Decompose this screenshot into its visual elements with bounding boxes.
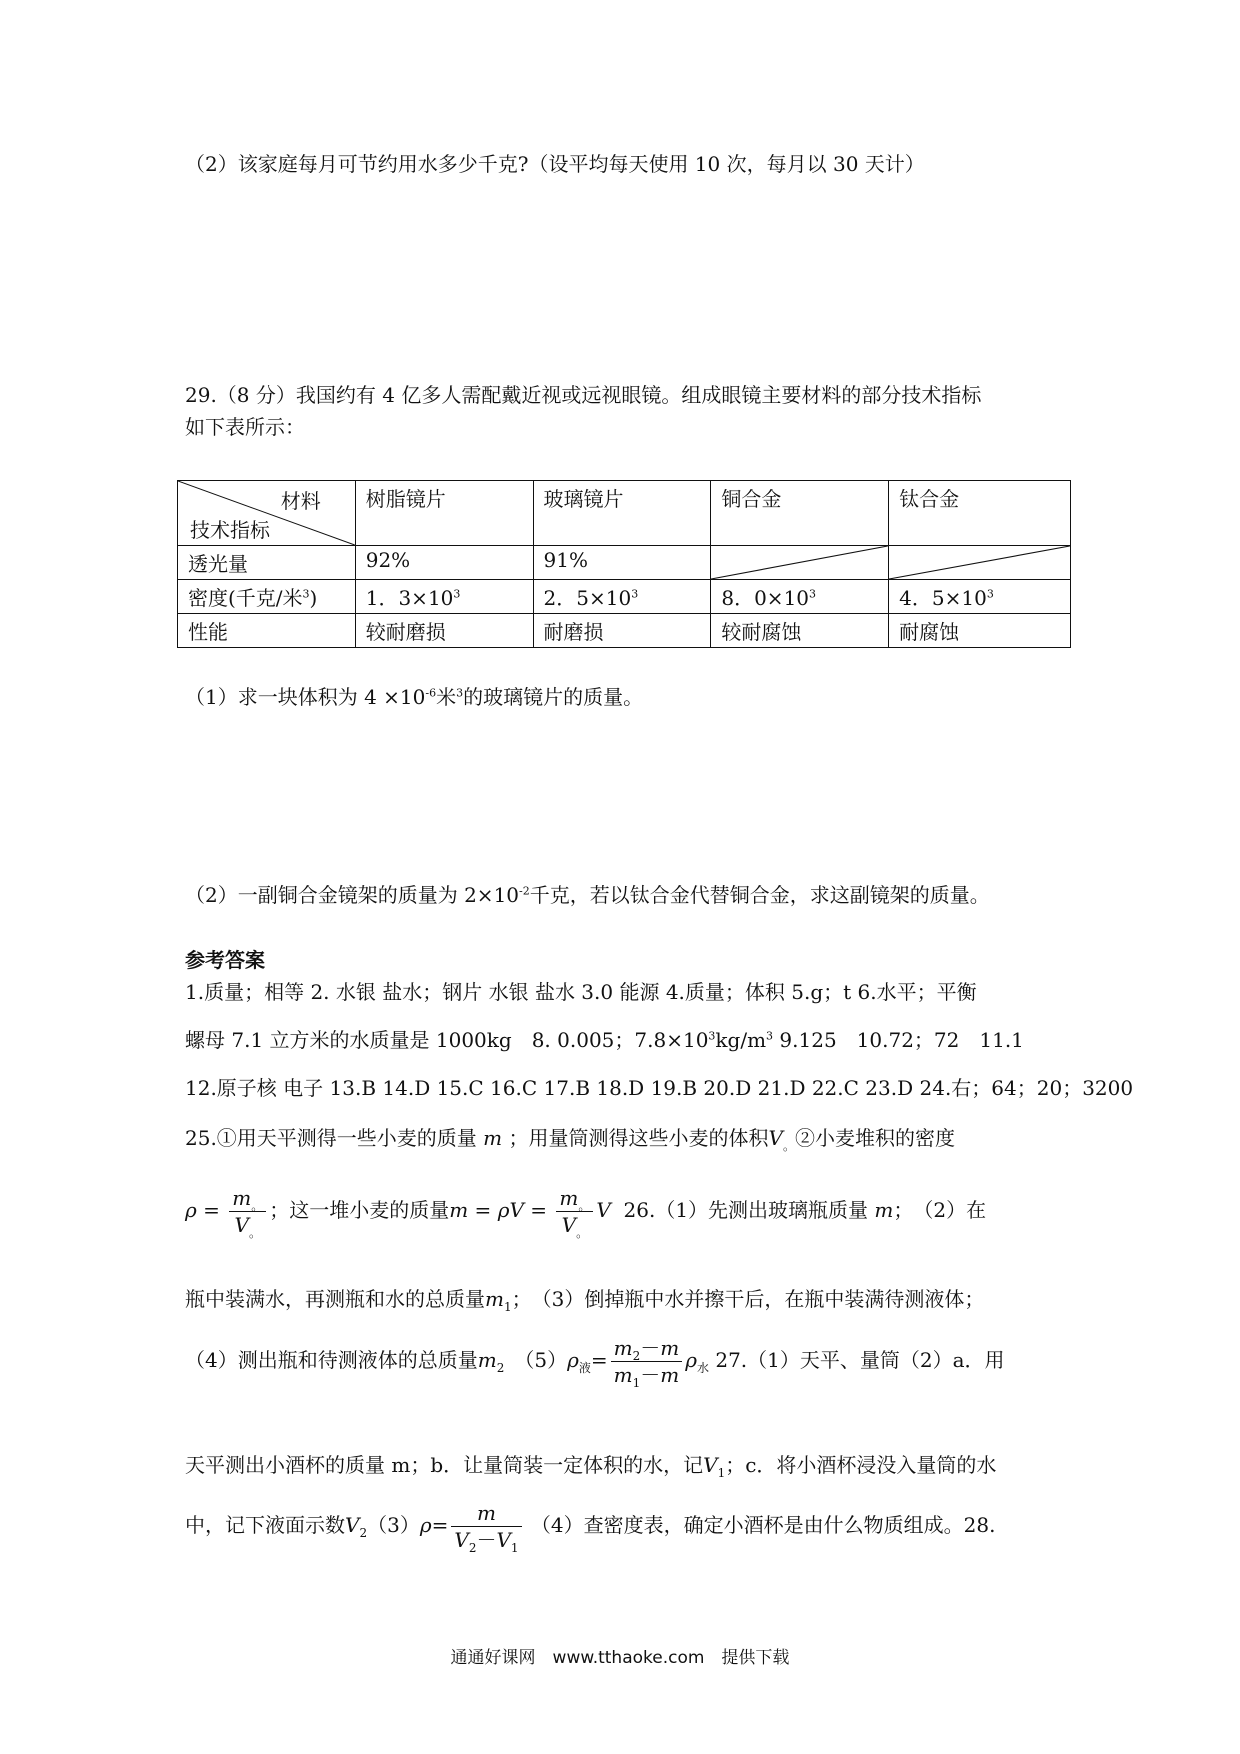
answer-line-2: 螺母 7.1 立方米的水质量是 1000kg 8. 0.005；$7.8\times 10^3kg/m^3$ 9.125 10.72；72 11.1: [185, 1028, 1024, 1052]
column-header: 玻璃镜片: [533, 481, 711, 546]
table-cell: 耐磨损: [533, 614, 711, 648]
answer-line-9: 中，记下液面示数$V_2(3)\rho=$ $\frac{m}{V_2-V_1}$ （4）查密度表，确定小酒杯是由什么物质组成。28.: [185, 1501, 996, 1555]
empty-diagonal-cell: [711, 546, 889, 580]
diagonal-line: [889, 546, 1070, 579]
answer-line-4: 25.①用天平测得一些小麦的质量 m ；用量筒测得这些小麦的体积$V_。②$小麦堆积的密度: [185, 1126, 955, 1153]
corner-header-cell: [178, 481, 356, 546]
material-spec-table: [177, 480, 1071, 648]
answer-line-5: ρ = $\frac{m_。}{V_。}$ ；这一堆小麦的质量m = ρV = $\frac{m_。}{V_。}$ V 26.（1）先测出玻璃瓶质量 m； （2）在: [185, 1186, 987, 1240]
table-header-row: [178, 481, 1071, 546]
answer-line-8: 天平测出小酒杯的质量 m；b．让量筒装一定体积的水，记$V_1$；c．将小酒杯浸没入量筒的水: [185, 1453, 997, 1480]
liquid-density-fraction: $\frac{m_2-m}{m_1-m}$: [611, 1335, 683, 1388]
empty-diagonal-cell: [889, 546, 1071, 580]
table-cell: 8．$0\times 10^3$: [711, 580, 889, 614]
q29-intro-line1: 29.（8 分）我国约有 4 亿多人需配戴近视或远视眼镜。组成眼镜主要材料的部分技术指标: [185, 383, 982, 407]
table-cell: 92%: [355, 546, 533, 580]
column-header: 钛合金: [889, 481, 1071, 546]
q29-part2-text: （2）一副铜合金镜架的质量为 $2\times 10^{-2}$千克，若以钛合金代替铜合金，求这副镜架的质量。: [185, 883, 990, 907]
row-label: 密度(千克/米$^3$): [178, 580, 356, 614]
row-label: 透光量: [178, 546, 356, 580]
q29-part1-text: （1）求一块体积为 $4 \times 10^{-6}$米$^3$的玻璃镜片的质量。: [185, 685, 644, 709]
table-row-density: [178, 580, 1071, 614]
table-cell: 2．$5\times 10^3$: [533, 580, 711, 614]
table-row-performance: [178, 614, 1071, 648]
column-header: 树脂镜片: [355, 481, 533, 546]
q28-part2-text: （2）该家庭每月可节约用水多少千克?（设平均每天使用 10 次，每月以 30 天计）: [185, 152, 925, 176]
table-cell: 较耐腐蚀: [711, 614, 889, 648]
cup-density-fraction: $\frac{m}{V_2-V_1}$: [451, 1500, 521, 1553]
page-footer: 通通好课网 www.tthaoke.com 提供下载: [450, 1648, 790, 1668]
corner-label-material: 材料: [280, 489, 321, 513]
q29-intro-line2: 如下表所示：: [185, 415, 305, 439]
table-cell: 耐腐蚀: [889, 614, 1071, 648]
table-cell: 较耐磨损: [355, 614, 533, 648]
answer-line-7: （4）测出瓶和待测液体的总质量$m_2$ $(5)\rho_液=$ $\frac{m_2-m}{m_1-m}$ $\rho_水$ 27.（1）天平、量筒（2）a．用: [185, 1336, 1005, 1390]
column-header: 铜合金: [711, 481, 889, 546]
table-cell: 4．$5\times 10^3$: [889, 580, 1071, 614]
table-cell: 91%: [533, 546, 711, 580]
mass-fraction: $\frac{m_。}{V_。}$: [556, 1185, 593, 1238]
answers-heading: 参考答案: [185, 948, 265, 972]
answer-line-6: 瓶中装满水，再测瓶和水的总质量$m_1$； （3）倒掉瓶中水并擦干后，在瓶中装满待测液体；: [185, 1287, 985, 1314]
row-label: 性能: [178, 614, 356, 648]
table-cell: 1．$3\times 10^3$: [355, 580, 533, 614]
corner-label-indicator: 技术指标: [190, 518, 270, 542]
answer-line-3: 12.原子核 电子 13.B 14.D 15.C 16.C 17.B 18.D 19.B 20.D 21.D 22.C 23.D 24.右；64；20；3200: [185, 1076, 1134, 1100]
answer-line-1: 1.质量；相等 2. 水银 盐水；钢片 水银 盐水 3.0 能源 4.质量；体积 5.g；t 6.水平；平衡: [185, 980, 977, 1004]
table-row-transmittance: [178, 546, 1071, 580]
density-fraction: $\frac{m_。}{V_。}$: [229, 1185, 266, 1238]
diagonal-line: [711, 546, 888, 579]
